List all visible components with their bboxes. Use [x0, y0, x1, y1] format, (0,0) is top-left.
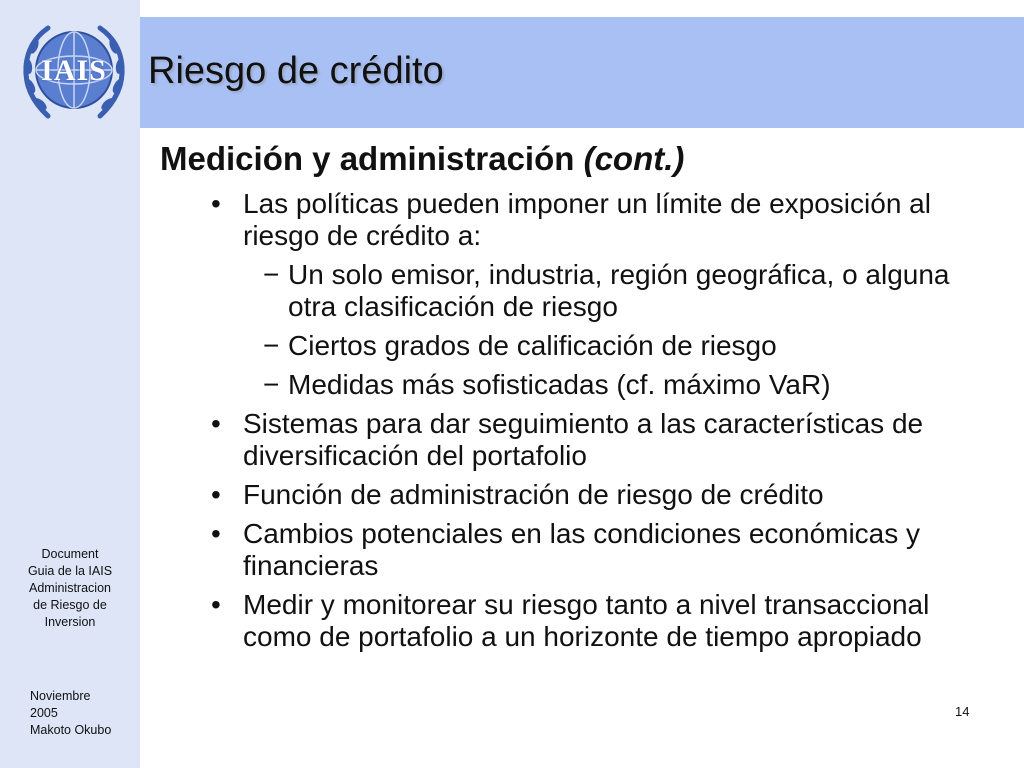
bullet-item	[205, 589, 995, 653]
slide-content	[205, 188, 995, 660]
bullet-marker: •	[211, 188, 221, 219]
date-year: 2005	[30, 706, 58, 720]
document-line: Guia de la IAIS	[27, 564, 113, 578]
bullet-marker: •	[211, 518, 221, 549]
bullet-item	[205, 518, 995, 582]
author-name: Makoto Okubo	[30, 723, 112, 737]
document-line: Administracion	[29, 581, 111, 595]
sub-bullet-item	[205, 259, 995, 323]
bullet-marker: •	[211, 408, 221, 439]
page-number: 14	[955, 704, 970, 719]
bullet-marker: •	[211, 479, 221, 510]
section-heading-suffix: (cont.)	[583, 140, 685, 177]
bullet-item	[205, 408, 995, 472]
bullet-item	[205, 479, 995, 511]
date-month: Noviembre	[30, 689, 91, 703]
sub-bullet-text: Ciertos grados de calificación de riesgo	[288, 330, 777, 361]
sub-bullet-item	[205, 330, 995, 362]
document-line: Inversion	[44, 615, 96, 629]
bullet-text: Las políticas pueden imponer un límite de exposición al riesgo de crédito a:	[243, 188, 931, 251]
sub-bullet-text: Medidas más sofisticadas (cf. máximo VaR)	[288, 369, 831, 400]
top-strip	[140, 0, 1024, 17]
bullet-text: Sistemas para dar seguimiento a las características de diversificación del portafolio	[243, 408, 924, 471]
section-heading	[160, 140, 684, 178]
document-info	[20, 546, 120, 631]
document-line: de Riesgo de	[33, 598, 107, 612]
iais-logo	[18, 16, 130, 128]
sub-bullet-text: Un solo emisor, industria, región geográfica, o alguna otra clasificación de riesgo	[288, 259, 950, 322]
document-line: Document	[41, 547, 99, 561]
dash-marker: −	[263, 259, 280, 290]
dash-marker: −	[263, 369, 280, 400]
dash-marker: −	[263, 330, 280, 361]
bullet-marker: •	[211, 589, 221, 620]
bullet-item	[205, 188, 995, 252]
sub-bullet-item	[205, 369, 995, 401]
bullet-text: Cambios potenciales en las condiciones económicas y financieras	[243, 518, 921, 581]
slide-title: Riesgo de crédito	[148, 50, 444, 92]
bullet-text: Medir y monitorear su riesgo tanto a nivel transaccional como de portafolio a un horizonte de tiempo apropiado	[243, 589, 930, 652]
date-author-info	[30, 688, 140, 739]
bullet-text: Función de administración de riesgo de crédito	[243, 479, 824, 510]
logo-text: IAIS	[41, 54, 107, 87]
section-heading-text: Medición y administración	[160, 140, 575, 177]
